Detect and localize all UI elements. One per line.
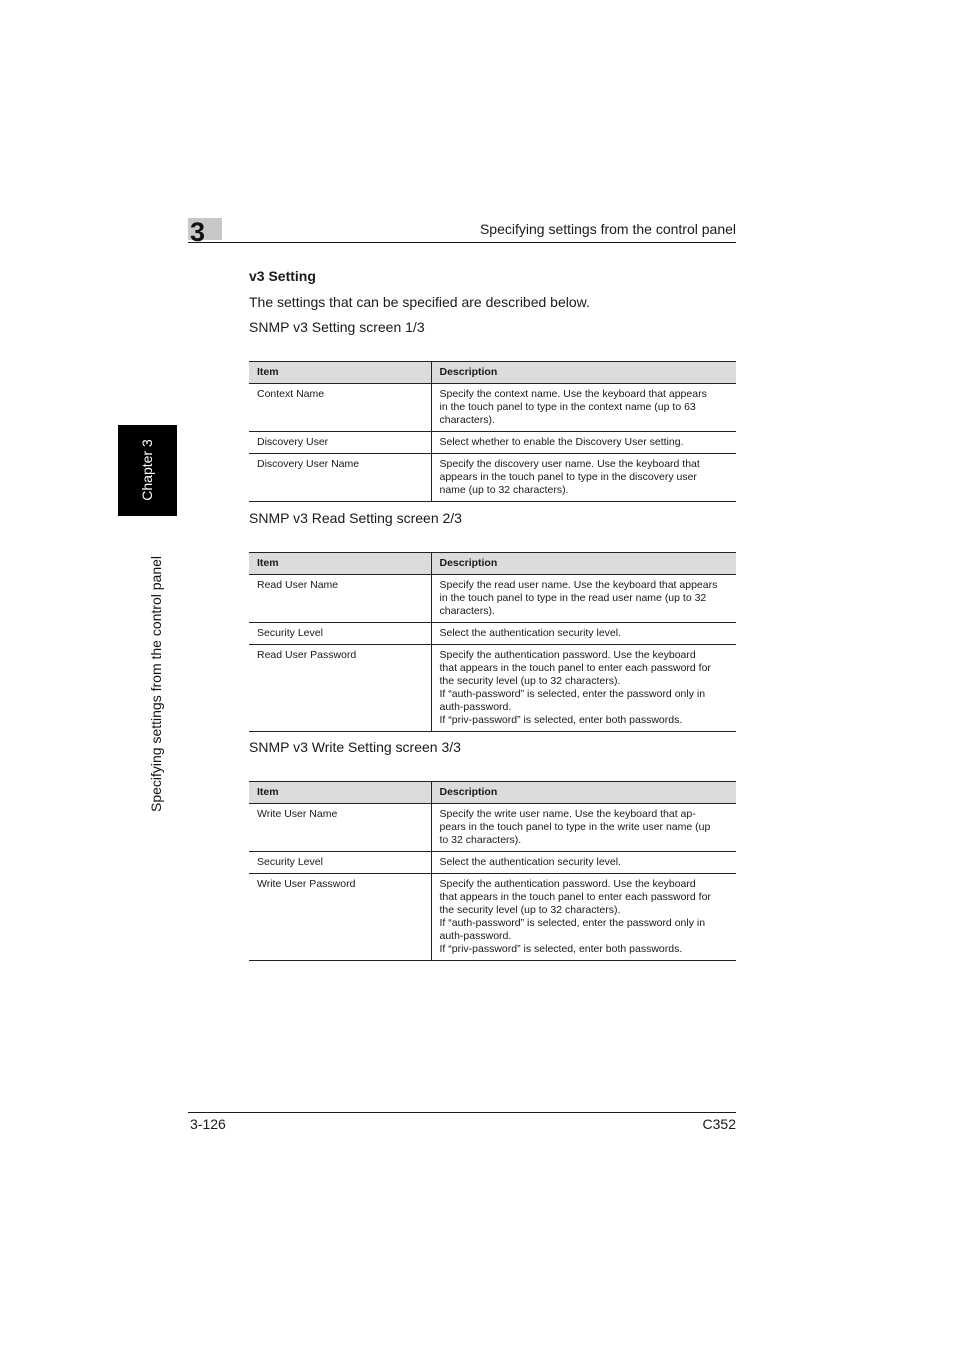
- description-cell: [431, 575, 736, 623]
- table-header-row: [249, 362, 736, 384]
- column-header-item: Item: [249, 362, 431, 384]
- description-line: pears in the touch panel to type in the write user name (up: [439, 821, 711, 833]
- description-cell: [431, 645, 736, 732]
- description-line: in the touch panel to type in the read user name (up to 32: [439, 592, 707, 604]
- settings-table-1: [249, 361, 736, 502]
- description-cell: [431, 454, 736, 502]
- description-line: characters).: [439, 605, 495, 617]
- section-heading: v3 Setting: [249, 268, 316, 284]
- column-header-description: Description: [431, 782, 736, 804]
- description-line: that appears in the touch panel to enter each password for: [439, 662, 711, 674]
- description-line: Specify the discovery user name. Use the keyboard that: [439, 458, 700, 470]
- intro-paragraph: The settings that can be specified are described below.: [249, 294, 590, 310]
- chapter-side-tab-label: Chapter 3: [139, 439, 155, 501]
- table-caption: SNMP v3 Write Setting screen 3/3: [249, 739, 461, 755]
- description-line: Specify the context name. Use the keyboard that appears: [439, 388, 707, 400]
- column-header-item: Item: [249, 553, 431, 575]
- item-cell: Discovery User: [249, 432, 431, 454]
- description-line: characters).: [439, 414, 495, 426]
- item-cell: Read User Name: [249, 575, 431, 623]
- description-line: Specify the authentication password. Use the keyboard: [439, 878, 696, 890]
- description-line: If “auth-password” is selected, enter the password only in: [439, 917, 706, 929]
- chapter-number: 3: [190, 217, 206, 247]
- description-line: If “priv-password” is selected, enter both passwords.: [439, 943, 683, 955]
- description-cell: [431, 874, 736, 961]
- table-row: [249, 623, 736, 645]
- description-line: appears in the touch panel to type in the discovery user: [439, 471, 697, 483]
- table-caption: SNMP v3 Setting screen 1/3: [249, 319, 425, 335]
- table-row: [249, 432, 736, 454]
- description-cell: [431, 852, 736, 874]
- table-row: [249, 874, 736, 961]
- description-line: the security level (up to 32 characters).: [439, 904, 621, 916]
- description-line: Specify the write user name. Use the keyboard that ap-: [439, 808, 696, 820]
- description-cell: [431, 384, 736, 432]
- description-line: auth-password.: [439, 701, 512, 713]
- header-divider: [188, 242, 736, 243]
- item-cell: Read User Password: [249, 645, 431, 732]
- description-line: the security level (up to 32 characters).: [439, 675, 621, 687]
- description-line: Specify the read user name. Use the keyboard that appears: [439, 579, 718, 591]
- table-header-row: [249, 782, 736, 804]
- table-row: [249, 645, 736, 732]
- description-line: to 32 characters).: [439, 834, 522, 846]
- description-line: in the touch panel to type in the context name (up to 63: [439, 401, 696, 413]
- footer-divider: [188, 1112, 736, 1113]
- column-header-description: Description: [431, 553, 736, 575]
- running-header-title: Specifying settings from the control panel: [479, 221, 736, 237]
- table-header-row: [249, 553, 736, 575]
- description-cell: [431, 804, 736, 852]
- section-side-label: Specifying settings from the control panel: [148, 555, 164, 813]
- model-name: C352: [702, 1116, 736, 1132]
- column-header-description: Description: [431, 362, 736, 384]
- description-line: If “auth-password” is selected, enter the password only in: [439, 688, 706, 700]
- description-line: auth-password.: [439, 930, 512, 942]
- description-line: Select the authentication security level.: [439, 627, 622, 639]
- table-row: [249, 852, 736, 874]
- description-line: Select the authentication security level.: [439, 856, 622, 868]
- table-row: [249, 804, 736, 852]
- page-number: 3-126: [190, 1116, 226, 1132]
- description-line: If “priv-password” is selected, enter both passwords.: [439, 714, 683, 726]
- settings-table-2: [249, 552, 736, 732]
- description-line: Select whether to enable the Discovery User setting.: [439, 436, 684, 448]
- description-cell: [431, 432, 736, 454]
- table-row: [249, 454, 736, 502]
- item-cell: Write User Password: [249, 874, 431, 961]
- table-caption: SNMP v3 Read Setting screen 2/3: [249, 510, 462, 526]
- description-line: that appears in the touch panel to enter each password for: [439, 891, 711, 903]
- column-header-item: Item: [249, 782, 431, 804]
- description-line: Specify the authentication password. Use the keyboard: [439, 649, 696, 661]
- table-row: [249, 384, 736, 432]
- item-cell: Write User Name: [249, 804, 431, 852]
- settings-table-3: [249, 781, 736, 961]
- item-cell: Security Level: [249, 852, 431, 874]
- item-cell: Discovery User Name: [249, 454, 431, 502]
- description-line: name (up to 32 characters).: [439, 484, 569, 496]
- description-cell: [431, 623, 736, 645]
- table-row: [249, 575, 736, 623]
- item-cell: Context Name: [249, 384, 431, 432]
- item-cell: Security Level: [249, 623, 431, 645]
